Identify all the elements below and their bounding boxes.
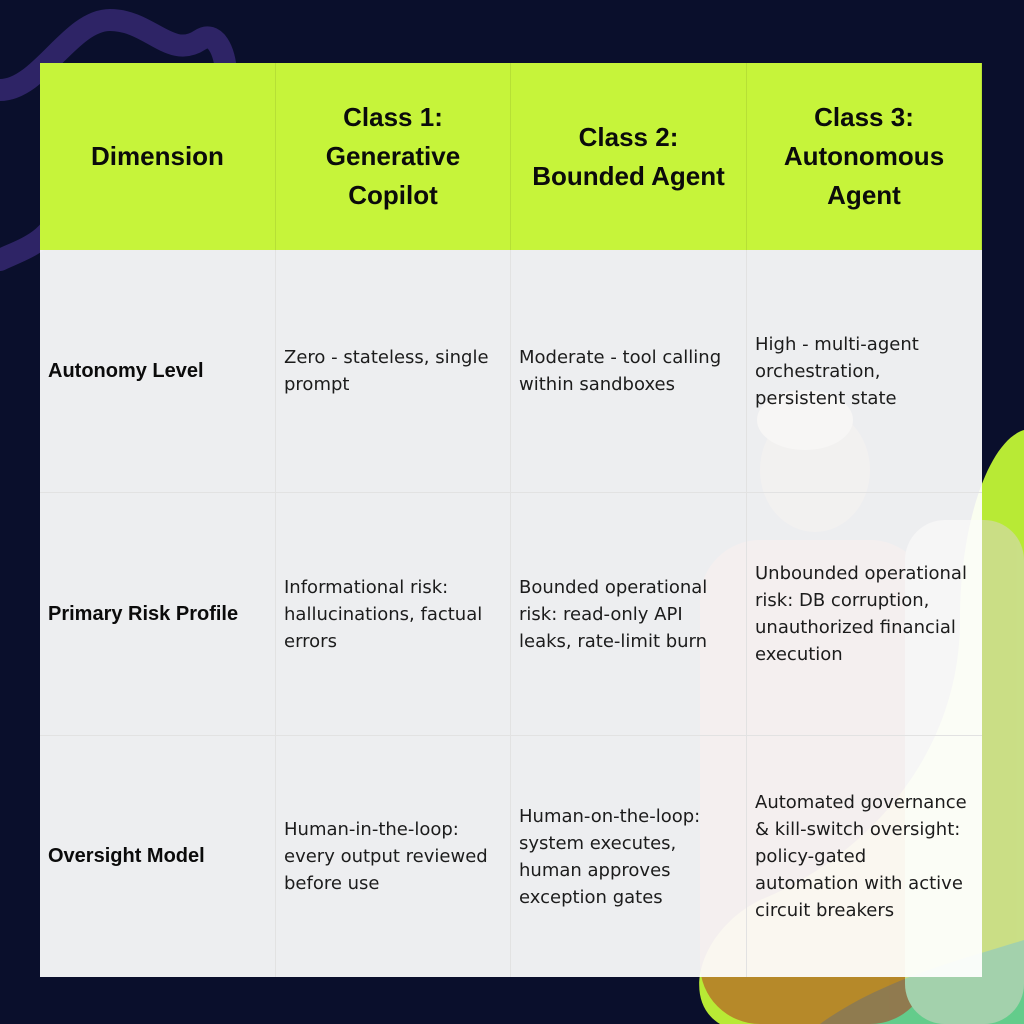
cell-text: Unbounded operational risk: DB corruption, unauthorized financial execution [755, 563, 967, 665]
row-oversight-class-1 [276, 736, 511, 977]
dimension-label: Autonomy Level [48, 359, 204, 382]
cell-text: Bounded operational risk: read-only API leaks, rate-limit burn [519, 576, 708, 652]
comparison-table [40, 63, 982, 977]
row-autonomy-class-1 [276, 250, 511, 493]
cell-text: Human-on-the-loop: system executes, human approves exception gates [519, 805, 701, 908]
row-risk-class-3 [747, 493, 982, 736]
dimension-label: Primary Risk Profile [48, 602, 239, 625]
cell-text: Zero - stateless, single prompt [284, 347, 489, 395]
cell-text: High - multi-agent orchestration, persistent state [755, 333, 919, 409]
row-autonomy-class-3 [747, 250, 982, 493]
header-class-3-label: Class 3: Autonomous Agent [783, 102, 945, 210]
row-risk-class-1 [276, 493, 511, 736]
header-dimension [40, 63, 276, 250]
cell-text: Automated governance & kill-switch oversight: policy-gated automation with active circuit breakers [755, 792, 967, 921]
header-class-1-label: Class 1: Generative Copilot [325, 102, 461, 210]
row-risk-dimension [40, 493, 276, 736]
row-autonomy-dimension [40, 250, 276, 493]
cell-text: Informational risk: hallucinations, factual errors [284, 576, 483, 652]
row-oversight-dimension [40, 736, 276, 977]
row-autonomy-class-2 [511, 250, 747, 493]
cell-text: Human-in-the-loop: every output reviewed before use [284, 819, 488, 894]
row-risk-class-2 [511, 493, 747, 736]
row-oversight-class-3 [747, 736, 982, 977]
header-class-2 [511, 63, 747, 250]
header-class-1 [276, 63, 511, 250]
dimension-label: Oversight Model [48, 845, 205, 867]
header-dimension-label: Dimension [91, 141, 224, 171]
cell-text: Moderate - tool calling within sandboxes [519, 347, 722, 395]
header-class-2-label: Class 2: Bounded Agent [532, 121, 725, 191]
row-oversight-class-2 [511, 736, 747, 977]
header-class-3 [747, 63, 982, 250]
